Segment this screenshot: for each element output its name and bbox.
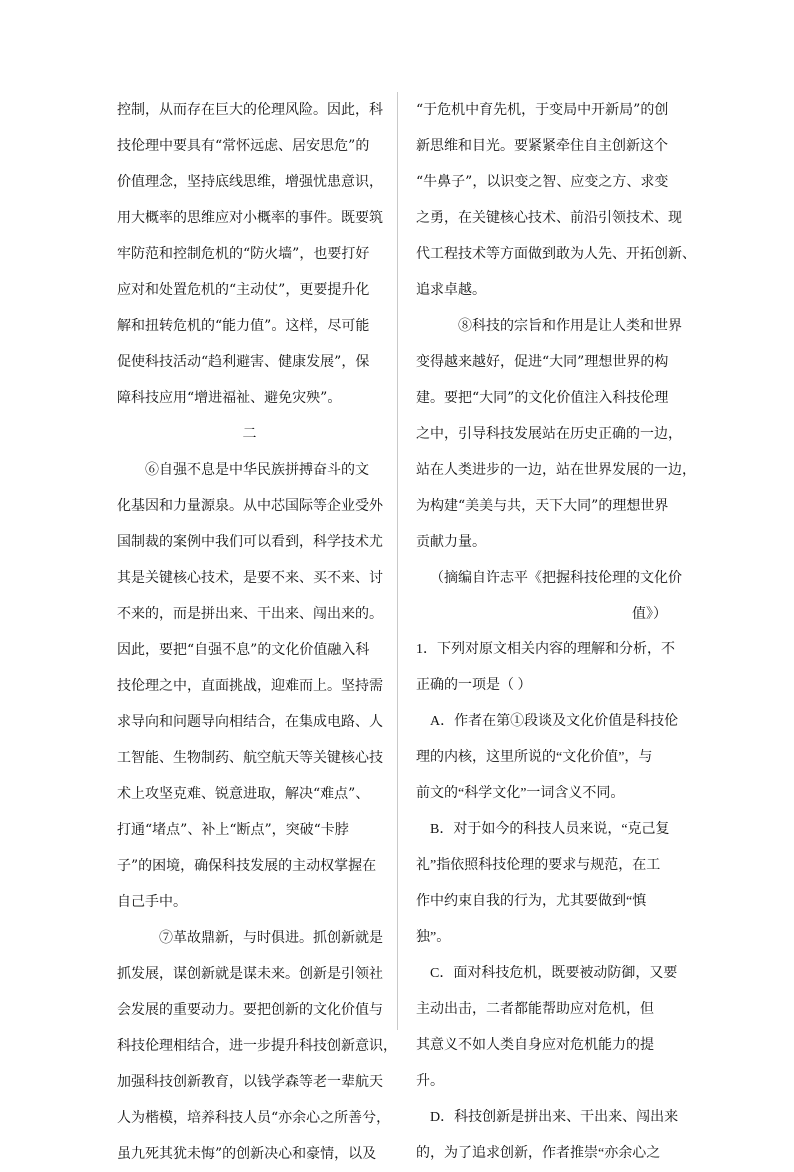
- text-line: 控制，从而存在巨大的伦理风险。因此，科: [117, 102, 383, 118]
- option-text: 理的内核，这里所说的“文化价值”，与: [416, 750, 653, 765]
- text-line: 国制裁的案例中我们可以看到，科学技术尤: [117, 534, 383, 550]
- text-line: 化基因和力量源泉。从中芯国际等企业受外: [117, 498, 383, 514]
- text-line: 抓发展，谋创新就是谋未来。创新是引领社: [117, 966, 383, 982]
- text-line: “于危机中育先机，于变局中开新局”的创: [416, 102, 669, 118]
- question-stem: 1．下列对原文相关内容的理解和分析，不: [416, 642, 675, 657]
- text-line: 术上攻坚克难、锐意进取，解决“难点”、: [117, 786, 370, 802]
- text-line: 其是关键核心技术，是要不来、买不来、讨: [117, 570, 383, 586]
- option-text: 的，为了追求创新，作者推崇“亦余心之: [416, 1146, 661, 1161]
- text-line: 建。要把“大同”的文化价值注入科技伦理: [416, 390, 669, 406]
- option-a: A．作者在第①段谈及文化价值是科技伦: [430, 714, 679, 729]
- paragraph-start: ⑦革故鼎新，与时俱进。抓创新就是: [159, 930, 383, 946]
- text-line: 会发展的重要动力。要把创新的文化价值与: [117, 1002, 383, 1018]
- column-divider: [397, 92, 398, 1030]
- text-line: 牢防范和控制危机的“防火墙”，也要打好: [117, 246, 370, 262]
- option-text: 前文的“科学文化”一词含义不同。: [416, 786, 625, 801]
- text-line: 价值理念，坚持底线思维，增强忧患意识，: [117, 174, 383, 190]
- option-c: C．面对科技危机，既要被动防御，又要: [430, 966, 678, 981]
- text-line: 打通“堵点”、补上“断点”，突破“卡脖: [117, 822, 349, 838]
- text-line: 解和扭转危机的“能力值”。这样，尽可能: [117, 318, 370, 334]
- text-line: 科技伦理相结合，进一步提升科技创新意识，: [117, 1038, 397, 1054]
- question-stem: 正确的一项是（ ）: [416, 678, 532, 693]
- paragraph-start: ⑥自强不息是中华民族拼搏奋斗的文: [145, 462, 369, 478]
- text-line: 工智能、生物制药、航空航天等关键核心技: [117, 750, 383, 766]
- right-column: [416, 92, 696, 1172]
- option-text: 其意义不如人类自身应对危机能力的提: [416, 1038, 654, 1053]
- text-line: 用大概率的思维应对小概率的事件。既要筑: [117, 210, 383, 226]
- text-line: 贡献力量。: [416, 534, 486, 550]
- text-line: 应对和处置危机的“主动仗”，更要提升化: [117, 282, 370, 298]
- source-citation-end: 值》）: [632, 606, 667, 622]
- text-line: 子”的困境，确保科技发展的主动权掌握在: [117, 858, 377, 874]
- text-line: 为构建“美美与共，天下大同”的理想世界: [416, 498, 669, 514]
- text-line: 代工程技术等方面做到敢为人先、开拓创新、: [416, 246, 696, 262]
- source-citation: （摘编自许志平《把握科技伦理的文化价: [430, 570, 682, 586]
- option-text: 主动出击，二者都能帮助应对危机，但: [416, 1002, 654, 1017]
- text-line: 障科技应用“增进福祉、避免灾殃”。: [117, 390, 342, 406]
- left-column: [117, 92, 397, 1172]
- text-line: 之中，引导科技发展站在历史正确的一边，: [416, 426, 682, 442]
- section-heading: 二: [242, 426, 257, 442]
- text-line: 不来的，而是拼出来、干出来、闯出来的。: [117, 606, 383, 622]
- text-line: 人为楷模，培养科技人员“亦余心之所善兮，: [117, 1110, 391, 1126]
- paragraph-start: ⑧科技的宗旨和作用是让人类和世界: [458, 318, 682, 334]
- text-line: 之勇，在关键核心技术、前沿引领技术、现: [416, 210, 682, 226]
- option-b: B．对于如今的科技人员来说，“克己复: [430, 822, 670, 837]
- option-text: 独”。: [416, 930, 451, 945]
- text-line: 因此，要把“自强不息”的文化价值融入科: [117, 642, 370, 658]
- text-line: 新思维和目光。要紧紧牵住自主创新这个: [416, 138, 668, 154]
- option-d: D．科技创新是拼出来、干出来、闯出来: [430, 1110, 679, 1125]
- text-line: 追求卓越。: [416, 282, 486, 298]
- option-text: 礼”指依照科技伦理的要求与规范，在工: [416, 858, 661, 873]
- text-line: 促使科技活动“趋利避害、健康发展”，保: [117, 354, 370, 370]
- text-line: 加强科技创新教育，以钱学森等老一辈航天: [117, 1074, 383, 1090]
- text-line: 虽九死其犹未悔”的创新决心和豪情，以及: [117, 1146, 377, 1162]
- text-line: 变得越来越好，促进“大同”理想世界的构: [416, 354, 669, 370]
- text-line: “牛鼻子”，以识变之智、应变之方、求变: [416, 174, 669, 190]
- text-line: 求导向和问题导向相结合，在集成电路、人: [117, 714, 383, 730]
- option-text: 作中约束自我的行为，尤其要做到“慎: [416, 894, 647, 909]
- text-line: 自己手中。: [117, 894, 187, 910]
- option-text: 升。: [416, 1074, 444, 1089]
- text-line: 技伦理中要具有“常怀远虑、居安思危”的: [117, 138, 370, 154]
- text-line: 技伦理之中，直面挑战，迎难而上。坚持需: [117, 678, 383, 694]
- text-line: 站在人类进步的一边，站在世界发展的一边，: [416, 462, 696, 478]
